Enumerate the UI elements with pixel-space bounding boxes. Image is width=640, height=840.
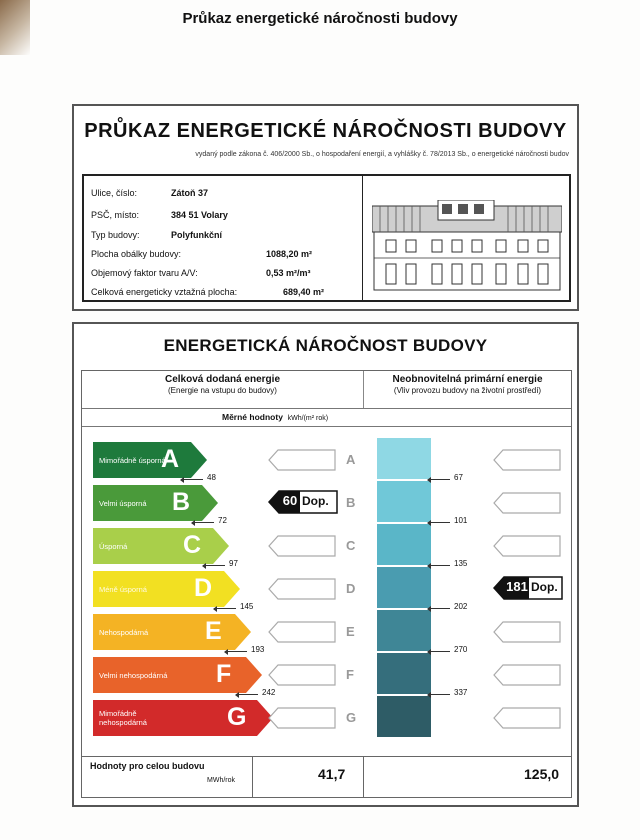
primary-energy-threshold: 202	[454, 602, 468, 611]
primary-energy-slot	[493, 535, 561, 557]
primary-energy-slot	[493, 492, 561, 514]
energy-panel	[72, 322, 579, 807]
energy-class-letter: F	[216, 660, 232, 688]
delivered-energy-slot-letter: F	[346, 667, 354, 682]
energy-class-label	[99, 571, 179, 607]
primary-energy-scale-block	[377, 653, 431, 694]
footer-separator	[363, 756, 364, 797]
primary-energy-slot	[493, 621, 561, 643]
building-drawing	[372, 200, 562, 292]
energy-class-label-text: Velmi úsporná	[99, 498, 147, 508]
primary-energy-slot	[493, 664, 561, 686]
primary-energy-scale-block	[377, 696, 431, 737]
energy-class-label	[99, 700, 179, 736]
energy-class-label-text: Velmi nehospodárná	[99, 670, 168, 680]
footer-unit: MWh/rok	[207, 777, 235, 784]
units-rule	[82, 426, 571, 427]
energy-table	[81, 370, 572, 798]
delivered-energy-slot-letter: C	[346, 538, 356, 553]
energy-class-label	[99, 528, 179, 564]
primary-energy-threshold: 101	[454, 516, 468, 525]
primary-energy-scale-block	[377, 524, 431, 565]
delivered-energy-result	[268, 490, 338, 514]
energy-class-f-bar	[93, 657, 262, 693]
footer-left-value: 41,7	[318, 766, 346, 782]
delivered-energy-threshold: 72	[218, 516, 227, 525]
energy-class-letter: E	[205, 617, 222, 645]
delivered-energy-threshold: 145	[240, 602, 254, 611]
primary-energy-threshold: 270	[454, 645, 468, 654]
delivered-energy-threshold: 48	[207, 473, 216, 482]
energy-class-a-bar	[93, 442, 207, 478]
primary-energy-threshold: 67	[454, 473, 463, 482]
energy-class-label	[99, 485, 179, 521]
page-corner-shadow	[0, 0, 30, 55]
energy-class-b-bar	[93, 485, 218, 521]
primary-energy-scale-block	[377, 438, 431, 479]
energy-class-g-bar	[93, 700, 273, 736]
specific-values-label: Měrné hodnoty kWh/(m² rok)	[222, 412, 329, 422]
delivered-energy-slot	[268, 707, 336, 729]
primary-energy-scale-block	[377, 610, 431, 651]
primary-energy-slot	[493, 707, 561, 729]
primary-energy-value: 181	[506, 579, 528, 594]
delivered-energy-slot	[268, 535, 336, 557]
right-column-header: Neobnovitelná primární energie (Vliv provozu budovy na životní prostředí)	[392, 374, 543, 395]
delivered-energy-value: 60	[282, 493, 298, 508]
energy-class-label-text: Méně úsporná	[99, 584, 147, 594]
energy-class-label	[99, 657, 179, 693]
certificate-title: PRŮKAZ ENERGETICKÉ NÁROČNOSTI BUDOVY	[84, 120, 567, 142]
delivered-energy-threshold: 242	[262, 688, 276, 697]
primary-energy-scale-block	[377, 481, 431, 522]
primary-energy-slot	[493, 449, 561, 471]
energy-class-letter: B	[172, 488, 191, 516]
primary-energy-scale-block	[377, 567, 431, 608]
energy-class-letter: C	[183, 531, 202, 559]
energy-class-letter: A	[161, 445, 180, 473]
delivered-energy-slot	[268, 449, 336, 471]
energy-class-d-bar	[93, 571, 240, 607]
primary-energy-threshold: 337	[454, 688, 468, 697]
delivered-energy-slot-letter: A	[346, 452, 356, 467]
delivered-energy-slot-letter: G	[346, 710, 357, 725]
energy-class-label	[99, 614, 179, 650]
energy-class-label-text: Nehospodárná	[99, 627, 149, 637]
energy-class-c-bar	[93, 528, 229, 564]
certificate-subtitle: vydaný podle zákona č. 406/2000 Sb., o hospodaření energií, a vyhlášky č. 78/2013 Sb., o energetické náročnosti budov	[195, 151, 569, 158]
energy-class-label-text: Úsporná	[99, 541, 128, 551]
header-panel	[72, 104, 579, 311]
footer-separator	[252, 756, 253, 797]
footer-label: Hodnoty pro celou budovu	[90, 761, 205, 771]
energy-class-label-text: Mimořádně nehospodárná	[99, 709, 147, 727]
delivered-energy-slot-letter: D	[346, 581, 356, 596]
delivered-energy-slot-letter: E	[346, 624, 355, 639]
energy-class-label-text: Mimořádně úsporná	[99, 455, 166, 465]
delivered-energy-slot	[268, 621, 336, 643]
header-rule	[82, 408, 571, 409]
delivered-energy-slot	[268, 664, 336, 686]
page-title: Průkaz energetické náročnosti budovy	[182, 10, 458, 27]
delivered-energy-threshold: 97	[229, 559, 238, 568]
left-column-header: Celková dodaná energie (Energie na vstupu do budovy)	[164, 374, 281, 395]
delivered-energy-class: Dop.	[302, 494, 329, 508]
primary-energy-class: Dop.	[531, 580, 558, 594]
building-info-list: Ulice, číslo: Zátoň 37 PSČ, místo: 384 51 Volary Typ budovy: Polyfunkční Plocha obálky budovy: 1088,20 m² Objemový faktor tvaru A/V: 0,53 m²/m³ Celková energeticky vztažná plocha: 689,40 m²	[84, 176, 363, 300]
primary-energy-result	[493, 576, 563, 600]
building-info-box	[82, 174, 571, 302]
energy-class-letter: D	[194, 574, 213, 602]
footer-rule	[82, 756, 571, 757]
energy-section-title: ENERGETICKÁ NÁROČNOST BUDOVY	[163, 336, 488, 355]
delivered-energy-slot	[268, 578, 336, 600]
energy-class-e-bar	[93, 614, 251, 650]
delivered-energy-threshold: 193	[251, 645, 265, 654]
footer-right-value: 125,0	[524, 766, 560, 782]
primary-energy-threshold: 135	[454, 559, 468, 568]
delivered-energy-slot-letter: B	[346, 495, 356, 510]
energy-class-letter: G	[227, 703, 247, 731]
